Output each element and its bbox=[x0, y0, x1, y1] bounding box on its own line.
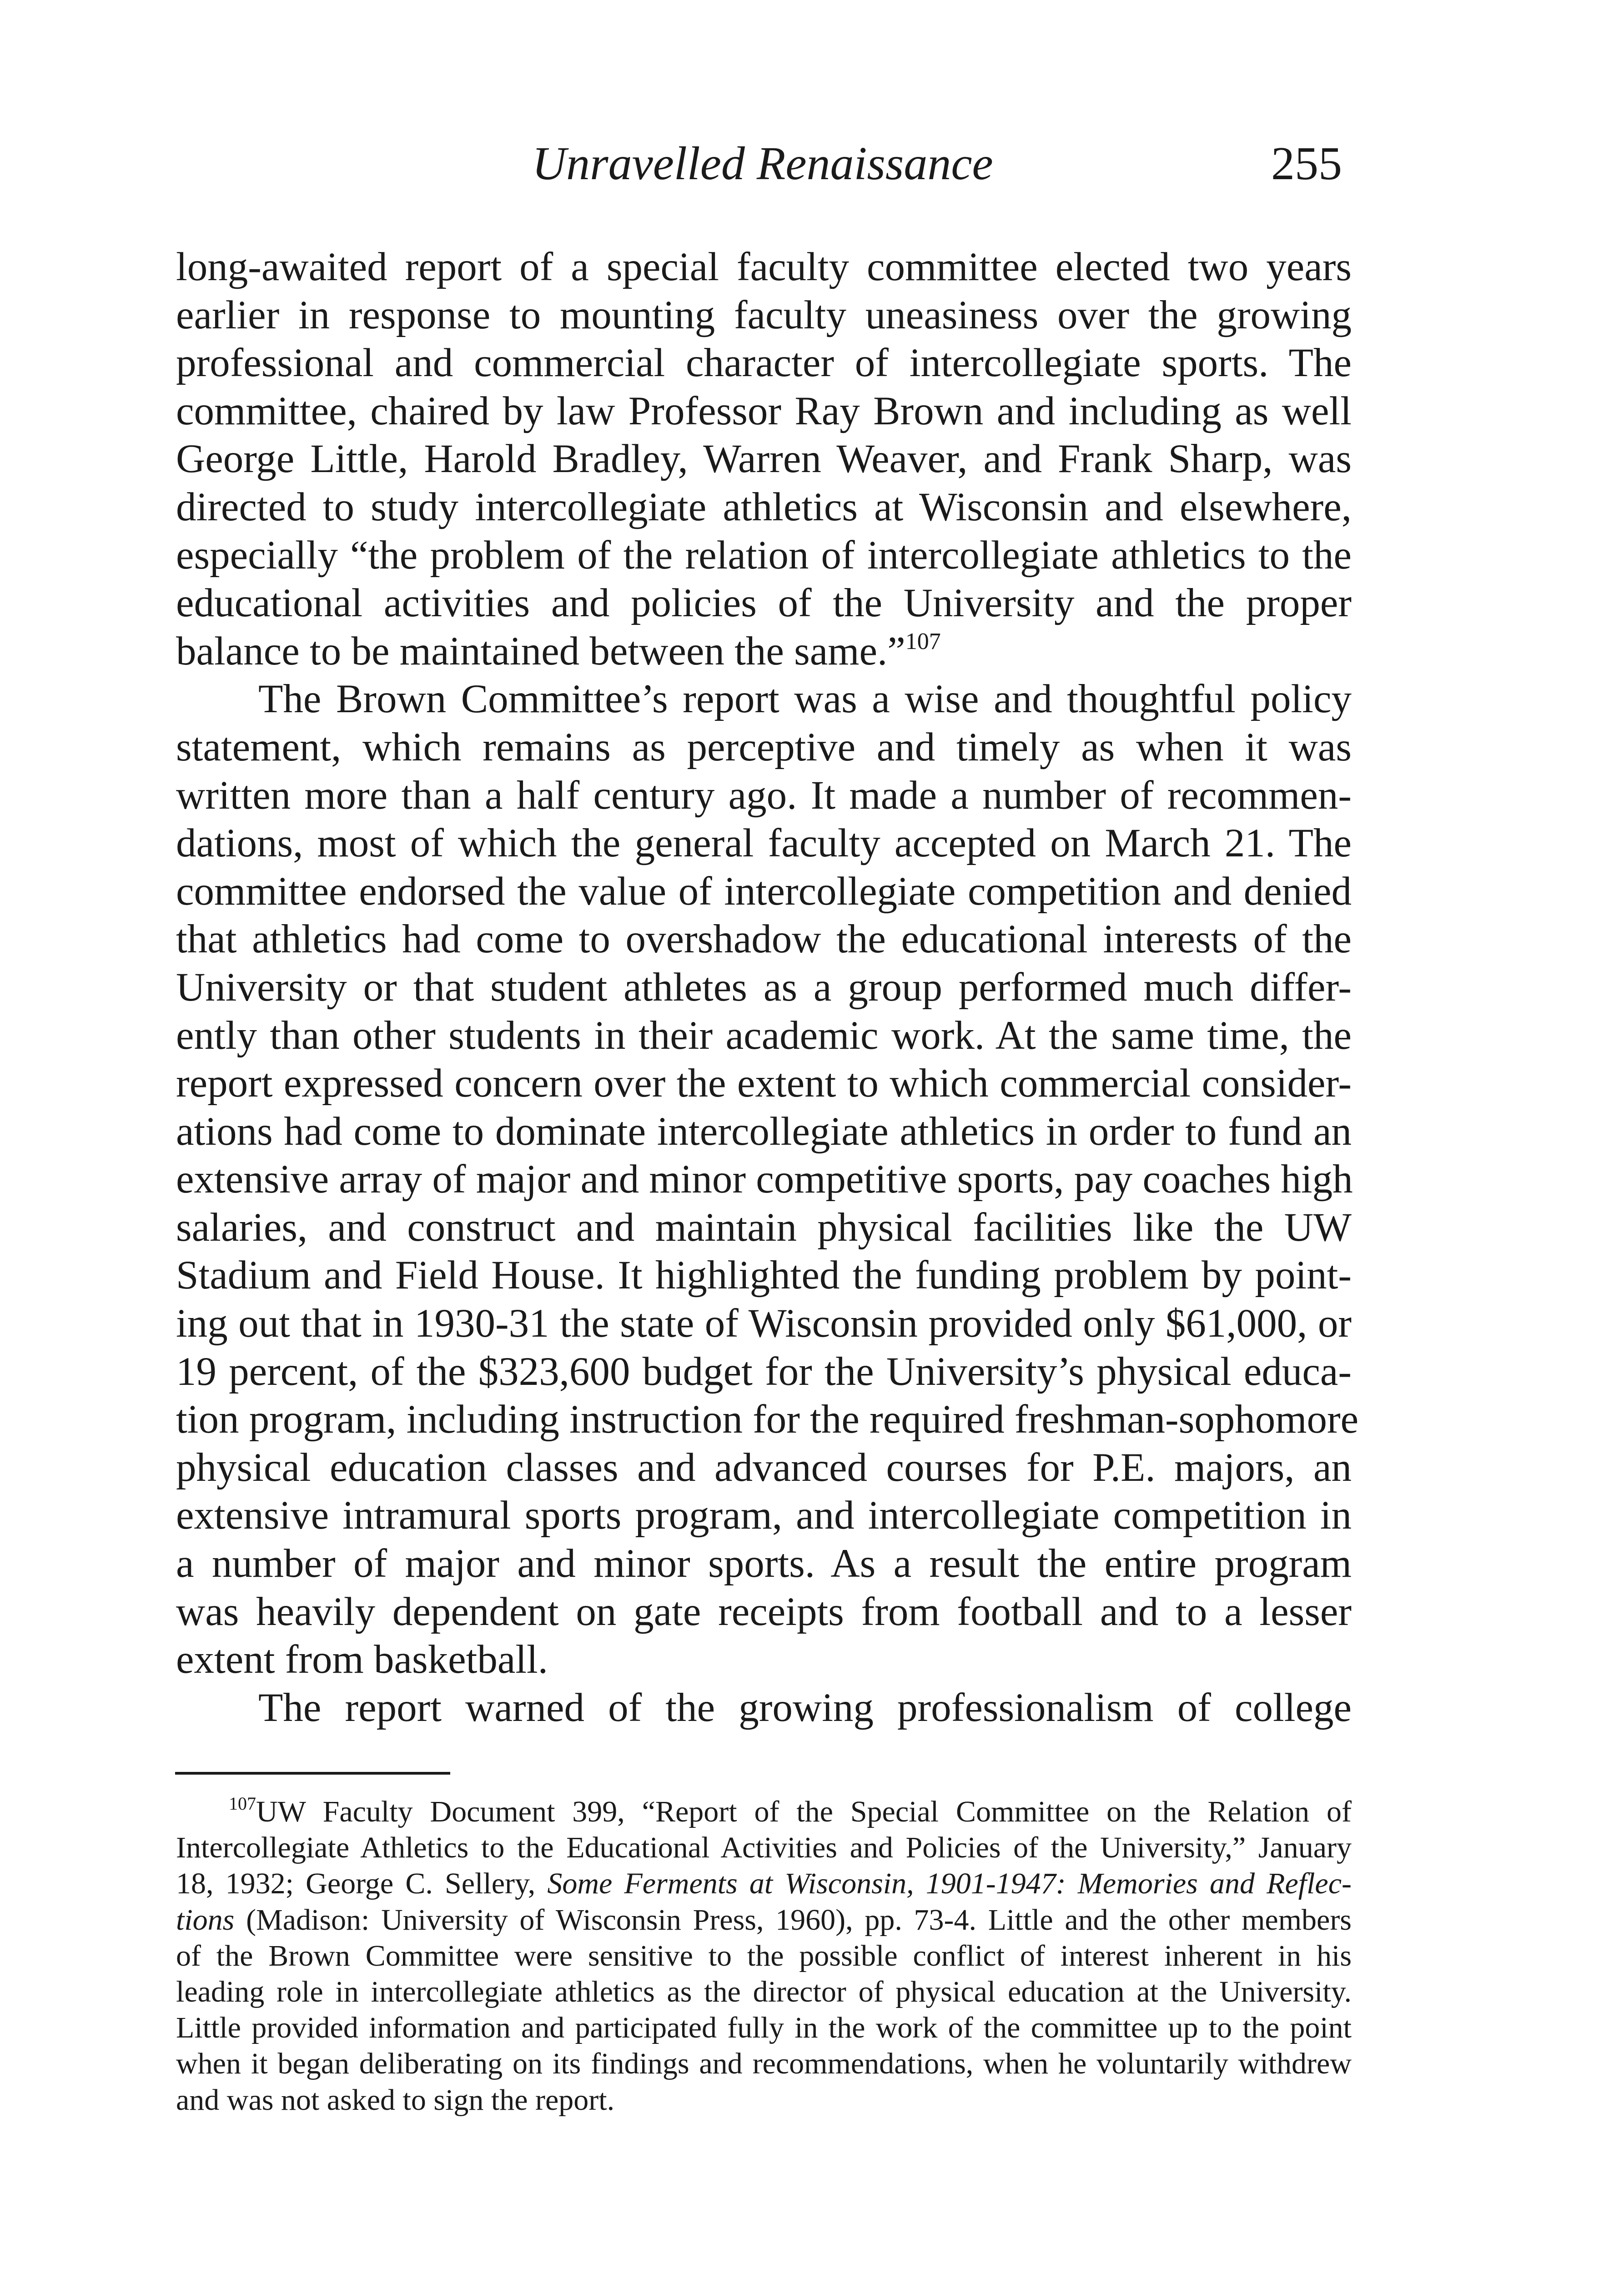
text-line: written more than a half century ago. It made a number of recommen- bbox=[176, 773, 1352, 818]
footnote-line: Little provided information and participated fully in the work of the committee up to the point bbox=[176, 2011, 1352, 2045]
paragraph-start-line: The Brown Committee’s report was a wise and thoughtful policy bbox=[258, 677, 1352, 722]
footnote-reference: 107 bbox=[905, 628, 941, 654]
running-title: Unravelled Renaissance bbox=[532, 137, 993, 190]
text-line: directed to study intercollegiate athletics at Wisconsin and elsewhere, bbox=[176, 484, 1352, 529]
footnote bbox=[176, 1794, 1352, 2118]
text-line: ently than other students in their academic work. At the same time, the bbox=[176, 1013, 1352, 1058]
text-line: physical education classes and advanced courses for P.E. majors, an bbox=[176, 1445, 1352, 1490]
body-text bbox=[176, 243, 1359, 1732]
text-line: dations, most of which the general faculty accepted on March 21. The bbox=[176, 821, 1352, 866]
text-line: 19 percent, of the $323,600 budget for the University’s physical educa- bbox=[176, 1349, 1352, 1394]
text-line: George Little, Harold Bradley, Warren Weaver, and Frank Sharp, was bbox=[176, 437, 1352, 482]
text-line: long-awaited report of a special faculty committee elected two years bbox=[176, 245, 1352, 289]
footnote-line: of the Brown Committee were sensitive to the possible conflict of interest inherent in his bbox=[176, 1939, 1352, 1972]
text-line: statement, which remains as perceptive and timely as when it was bbox=[176, 724, 1352, 770]
text-line: educational activities and policies of the University and the proper bbox=[176, 581, 1352, 626]
text-line: extensive intramural sports program, and intercollegiate competition in bbox=[176, 1493, 1352, 1538]
footnote-divider bbox=[175, 1772, 450, 1775]
book-title-italic: Some Ferments at Wisconsin, 1901-1947: Memories and Reflec- bbox=[547, 1867, 1352, 1901]
footnote-marker: 107 bbox=[229, 1793, 256, 1814]
footnote-text: UW Faculty Document 399, “Report of the Special Committee on the Relation of bbox=[256, 1795, 1352, 1828]
text-line: University or that student athletes as a group performed much differ- bbox=[176, 965, 1352, 1010]
footnote-line: when it began deliberating on its findings and recommendations, when he voluntarily withdrew bbox=[176, 2047, 1352, 2081]
footnote-line: leading role in intercollegiate athletics as the director of physical education at the University. bbox=[176, 1975, 1352, 2008]
page-number: 255 bbox=[1271, 137, 1342, 190]
footnote-line bbox=[176, 1902, 1352, 1938]
footnote-text: 18, 1932; George C. Sellery, bbox=[176, 1867, 548, 1901]
text-line: was heavily dependent on gate receipts from football and to a lesser bbox=[176, 1589, 1352, 1634]
text-line: extensive array of major and minor competitive sports, pay coaches high bbox=[176, 1157, 1353, 1202]
running-head bbox=[0, 134, 1624, 193]
text-line: earlier in response to mounting faculty uneasiness over the growing bbox=[176, 292, 1352, 337]
paragraph-start-line: The report warned of the growing professionalism of college bbox=[258, 1685, 1352, 1730]
text-line: professional and commercial character of intercollegiate sports. The bbox=[176, 341, 1352, 386]
text-line: extent from basketball. bbox=[176, 1637, 548, 1682]
text-line-content: balance to be maintained between the same.” bbox=[176, 629, 905, 674]
text-line: that athletics had come to overshadow the educational interests of the bbox=[176, 917, 1352, 962]
book-title-italic: tions bbox=[176, 1903, 235, 1937]
text-line: ing out that in 1930-31 the state of Wisconsin provided only $61,000, or bbox=[176, 1301, 1352, 1346]
text-line: report expressed concern over the extent to which commercial consider- bbox=[176, 1061, 1352, 1106]
text-line: Stadium and Field House. It highlighted the funding problem by point- bbox=[176, 1253, 1352, 1298]
text-line: committee endorsed the value of intercollegiate competition and denied bbox=[176, 869, 1352, 914]
footnote-text: (Madison: University of Wisconsin Press, 1960), pp. 73-4. Little and the other members bbox=[234, 1903, 1352, 1937]
footnote-line: and was not asked to sign the report. bbox=[176, 2083, 615, 2117]
text-line: a number of major and minor sports. As a result the entire program bbox=[176, 1541, 1352, 1586]
text-line: salaries, and construct and maintain physical facilities like the UW bbox=[176, 1205, 1352, 1250]
text-line: especially “the problem of the relation of intercollegiate athletics to the bbox=[176, 533, 1352, 578]
text-line: tion program, including instruction for the required freshman-sophomore bbox=[176, 1397, 1359, 1442]
text-line: ations had come to dominate intercollegiate athletics in order to fund an bbox=[176, 1109, 1352, 1154]
footnote-line: Intercollegiate Athletics to the Educational Activities and Policies of the University,” January bbox=[176, 1831, 1352, 1865]
footnote-line bbox=[176, 1794, 1352, 1830]
text-line: committee, chaired by law Professor Ray Brown and including as well bbox=[176, 388, 1352, 433]
text-line bbox=[176, 628, 1352, 676]
footnote-line bbox=[176, 1866, 1352, 1902]
